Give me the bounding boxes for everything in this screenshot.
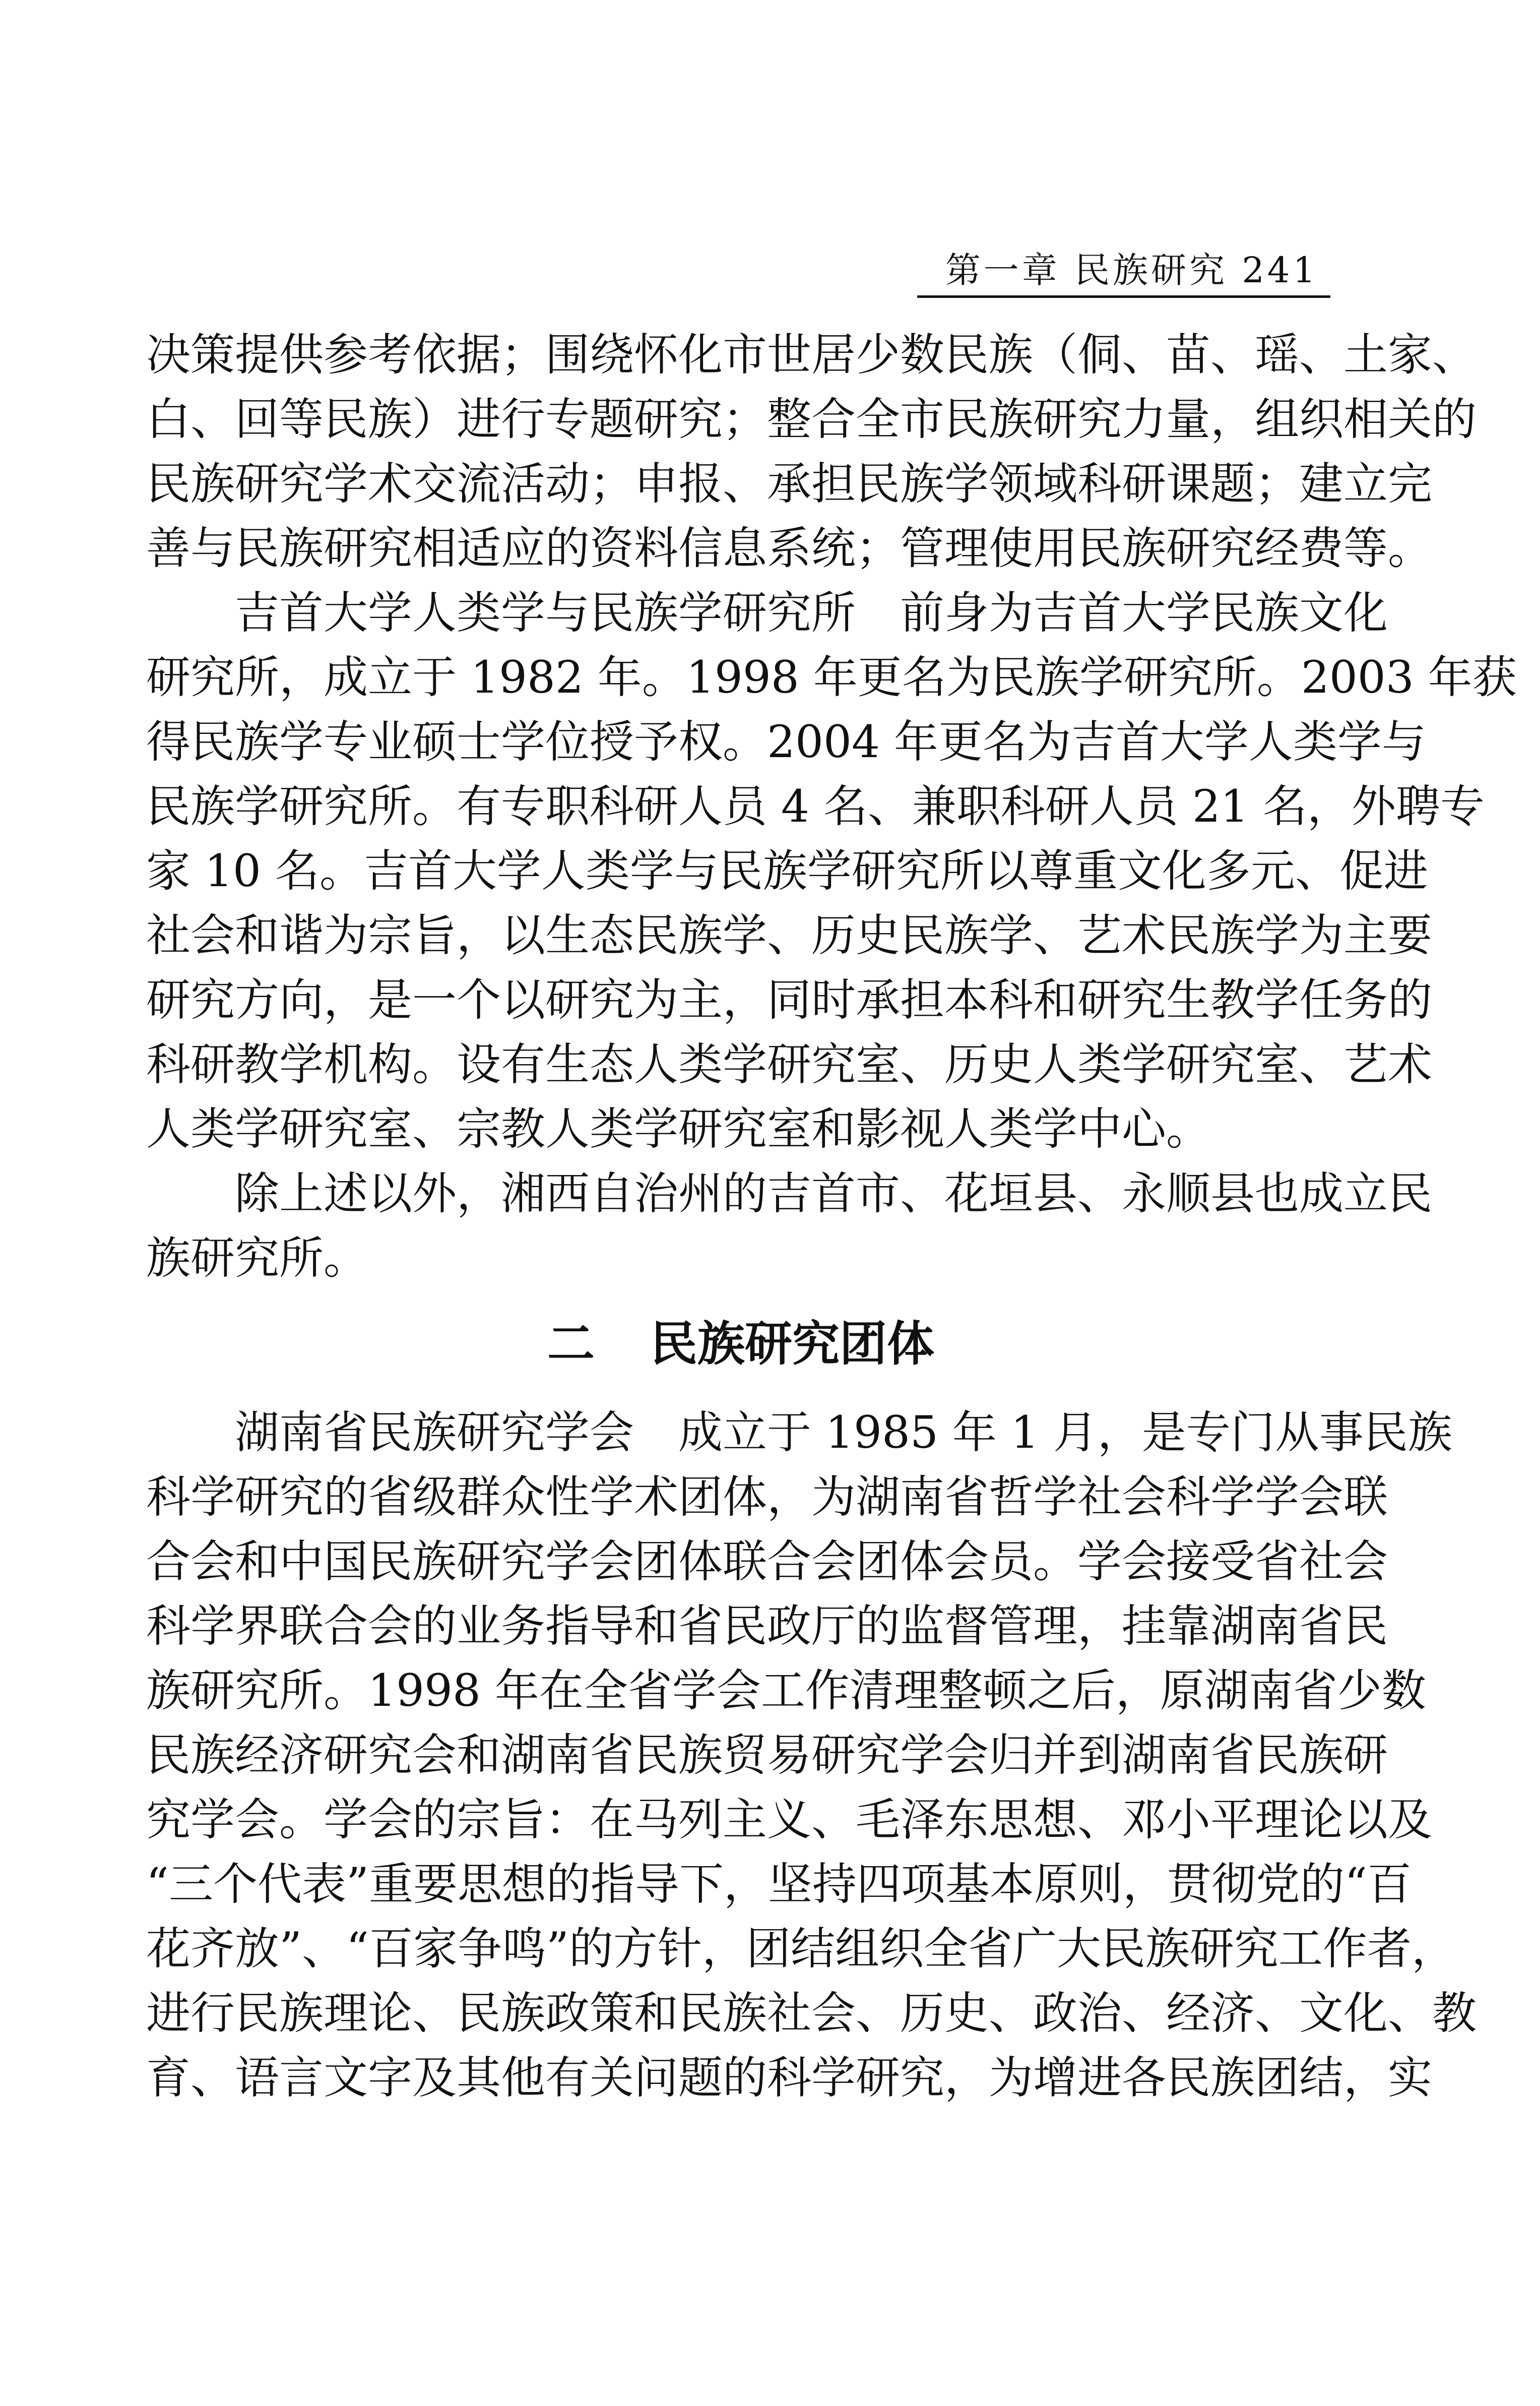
paragraph-2 [146,581,1517,1161]
text-line: 除上述以外，湘西自治州的吉首市、花垣县、永顺县也成立民 [235,1167,1433,1219]
text-line: 进行民族理论、民族政策和民族社会、历史、政治、经济、文化、教 [146,1987,1477,2039]
text-line: 究学会。学会的宗旨：在马列主义、毛泽东思想、邓小平理论以及 [146,1794,1433,1845]
paragraph-4 [146,1400,1477,2110]
text-line: “三个代表”重要思想的指导下，坚持四项基本原则，贯彻党的“百 [146,1858,1411,1910]
running-header: 第一章 民族研究 241 [945,250,1318,291]
text-line: 白、回等民族）进行专题研究；整合全市民族研究力量，组织相关的 [146,393,1477,445]
text-line: 合会和中国民族研究学会团体联合会团体会员。学会接受省社会 [146,1535,1388,1587]
paragraph-1 [146,323,1477,581]
header-rule [917,295,1330,298]
text-line: 家 10 名。吉首大学人类学与民族学研究所以尊重文化多元、促进 [146,845,1428,897]
text-line: 民族学研究所。有专职科研人员 4 名、兼职科研人员 21 名，外聘专 [146,780,1485,832]
text-line: 善与民族研究相适应的资料信息系统；管理使用民族研究经费等。 [146,522,1433,574]
text-line: 民族经济研究会和湖南省民族贸易研究学会归并到湖南省民族研 [146,1729,1388,1781]
paragraph-3 [146,1161,1433,1290]
body-text [146,323,1517,2110]
text-line: 科研教学机构。设有生态人类学研究室、历史人类学研究室、艺术 [146,1038,1433,1090]
text-line: 吉首大学人类学与民族学研究所 前身为吉首大学民族文化 [235,587,1388,639]
text-line: 研究所，成立于 1982 年。1998 年更名为民族学研究所。2003 年获 [146,651,1517,703]
text-line: 科学界联合会的业务指导和省民政厅的监督管理，挂靠湖南省民 [146,1600,1388,1652]
text-line: 研究方向，是一个以研究为主，同时承担本科和研究生教学任务的 [146,974,1433,1026]
text-line: 育、语言文字及其他有关问题的科学研究，为增进各民族团结，实 [146,2052,1433,2104]
section-title: 民族研究团体 [650,1317,935,1372]
text-line: 花齐放”、“百家争鸣”的方针，团结组织全省广大民族研究工作者， [146,1923,1456,1975]
section-heading [146,1290,1335,1400]
section-number: 二 [547,1317,595,1372]
text-line: 科学研究的省级群众性学术团体，为湖南省哲学社会科学学会联 [146,1471,1388,1523]
text-line: 族研究所。1998 年在全省学会工作清理整顿之后，原湖南省少数 [146,1664,1426,1716]
text-line: 族研究所。 [146,1232,368,1284]
text-line: 社会和谐为宗旨，以生态民族学、历史民族学、艺术民族学为主要 [146,909,1433,961]
text-line: 人类学研究室、宗教人类学研究室和影视人类学中心。 [146,1103,1211,1155]
text-line: 民族研究学术交流活动；申报、承担民族学领域科研课题；建立完 [146,458,1433,510]
text-line: 湖南省民族研究学会 成立于 1985 年 1 月，是专门从事民族 [235,1406,1452,1458]
text-line: 得民族学专业硕士学位授予权。2004 年更名为吉首大学人类学与 [146,716,1426,768]
text-line: 决策提供参考依据；围绕怀化市世居少数民族（侗、苗、瑶、土家、 [146,329,1477,381]
